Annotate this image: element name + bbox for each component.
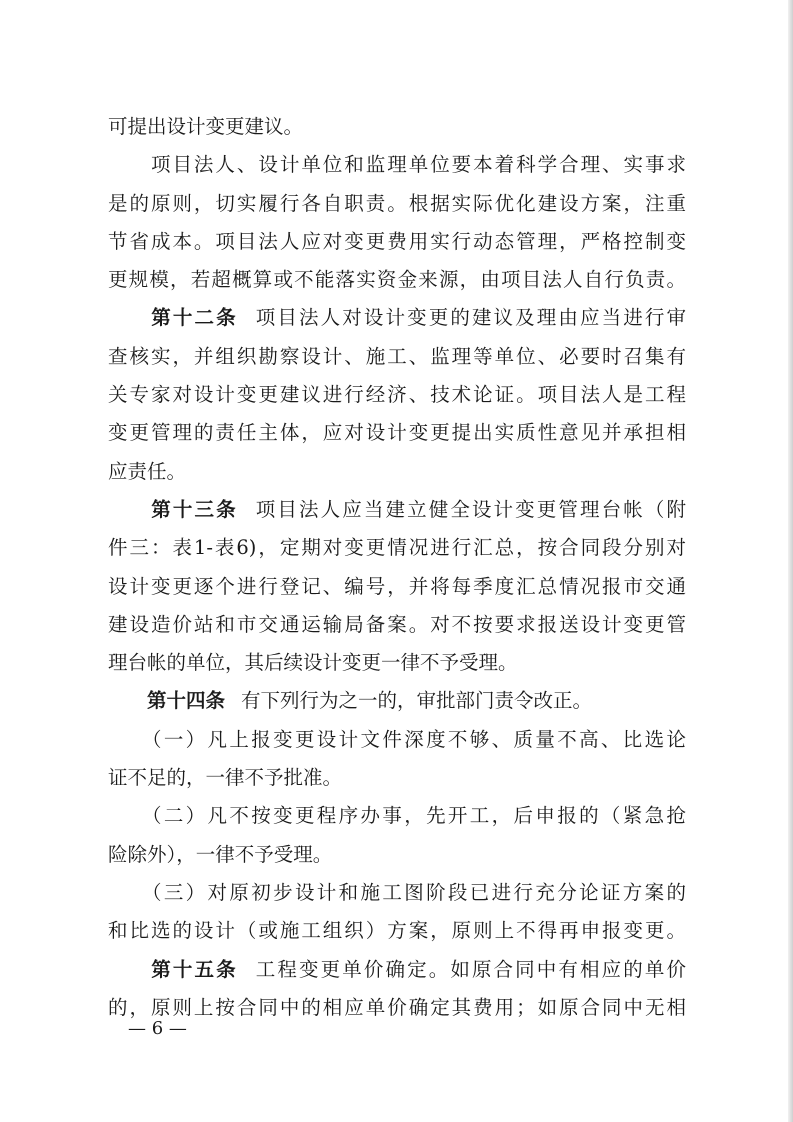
line-text: 是的原则，切实履行各自职责。根据实际优化建设方案，注重 bbox=[108, 191, 686, 215]
text-line bbox=[108, 759, 686, 797]
line-text: 的，原则上按合同中的相应单价确定其费用；如原合同中无相 bbox=[108, 995, 686, 1019]
page-edge-shadow bbox=[788, 0, 793, 1122]
text-line bbox=[108, 299, 686, 337]
text-line bbox=[108, 606, 686, 644]
text-line bbox=[108, 951, 686, 989]
line-text: 节省成本。项目法人应对变更费用实行动态管理，严格控制变 bbox=[108, 229, 686, 253]
text-line bbox=[108, 797, 686, 835]
line-text: 项目法人对设计变更的建议及理由应当进行审 bbox=[253, 306, 686, 330]
line-text: （二）凡不按变更程序办事，先开工，后申报的（紧急抢 bbox=[108, 804, 686, 828]
text-line bbox=[108, 644, 686, 682]
article-heading: 第十五条 bbox=[108, 957, 238, 981]
text-line bbox=[108, 146, 686, 184]
page-number: — 6 — bbox=[128, 1018, 187, 1039]
text-line bbox=[108, 414, 686, 452]
line-text: 更规模，若超概算或不能落实资金来源，由项目法人自行负责。 bbox=[108, 268, 686, 292]
text-line bbox=[108, 223, 686, 261]
line-text: 可提出设计变更建议。 bbox=[108, 115, 304, 138]
text-line bbox=[108, 108, 686, 146]
text-line bbox=[108, 836, 686, 874]
document-body bbox=[108, 108, 686, 1027]
line-text: 项目法人应当建立健全设计变更管理台帐（附 bbox=[253, 497, 686, 521]
line-text: 件三：表1-表6)，定期对变更情况进行汇总，按合同段分别对 bbox=[108, 536, 686, 560]
line-text: 险除外），一律不予受理。 bbox=[108, 842, 333, 866]
line-text: （一）凡上报变更设计文件深度不够、质量不高、比选论 bbox=[108, 727, 686, 751]
text-line bbox=[108, 874, 686, 912]
text-line bbox=[108, 568, 686, 606]
text-line bbox=[108, 185, 686, 223]
line-text: 和比选的设计（或施工组织）方案，原则上不得再申报变更。 bbox=[108, 919, 686, 943]
text-line bbox=[108, 261, 686, 299]
article-heading: 第十二条 bbox=[108, 306, 238, 330]
line-text: 变更管理的责任主体，应对设计变更提出实质性意见并承担相 bbox=[108, 421, 686, 445]
line-text: 设计变更逐个进行登记、编号，并将每季度汇总情况报市交通 bbox=[108, 574, 686, 598]
text-line bbox=[108, 721, 686, 759]
line-text: 证不足的，一律不予批准。 bbox=[108, 766, 343, 790]
line-text: 有下列行为之一的，审批部门责令改正。 bbox=[241, 689, 593, 713]
text-line bbox=[108, 912, 686, 950]
line-text: 建设造价站和市交通运输局备案。对不按要求报送设计变更管 bbox=[108, 612, 686, 636]
line-text: 理台帐的单位，其后续设计变更一律不予受理。 bbox=[108, 651, 518, 675]
line-text: （三）对原初步设计和施工图阶段已进行充分论证方案的 bbox=[108, 880, 686, 904]
text-line bbox=[108, 529, 686, 567]
text-line bbox=[108, 453, 686, 491]
text-line bbox=[108, 989, 686, 1027]
text-line bbox=[108, 376, 686, 414]
line-text: 工程变更单价确定。如原合同中有相应的单价 bbox=[253, 957, 686, 981]
line-text: 关专家对设计变更建议进行经济、技术论证。项目法人是工程 bbox=[108, 383, 686, 407]
line-text: 项目法人、设计单位和监理单位要本着科学合理、实事求 bbox=[108, 153, 686, 177]
text-line bbox=[108, 682, 686, 720]
line-text: 应责任。 bbox=[108, 459, 187, 483]
article-heading: 第十四条 bbox=[108, 689, 226, 713]
text-line bbox=[108, 491, 686, 529]
text-line bbox=[108, 338, 686, 376]
line-text: 查核实，并组织勘察设计、施工、监理等单位、必要时召集有 bbox=[108, 344, 686, 368]
article-heading: 第十三条 bbox=[108, 497, 238, 521]
